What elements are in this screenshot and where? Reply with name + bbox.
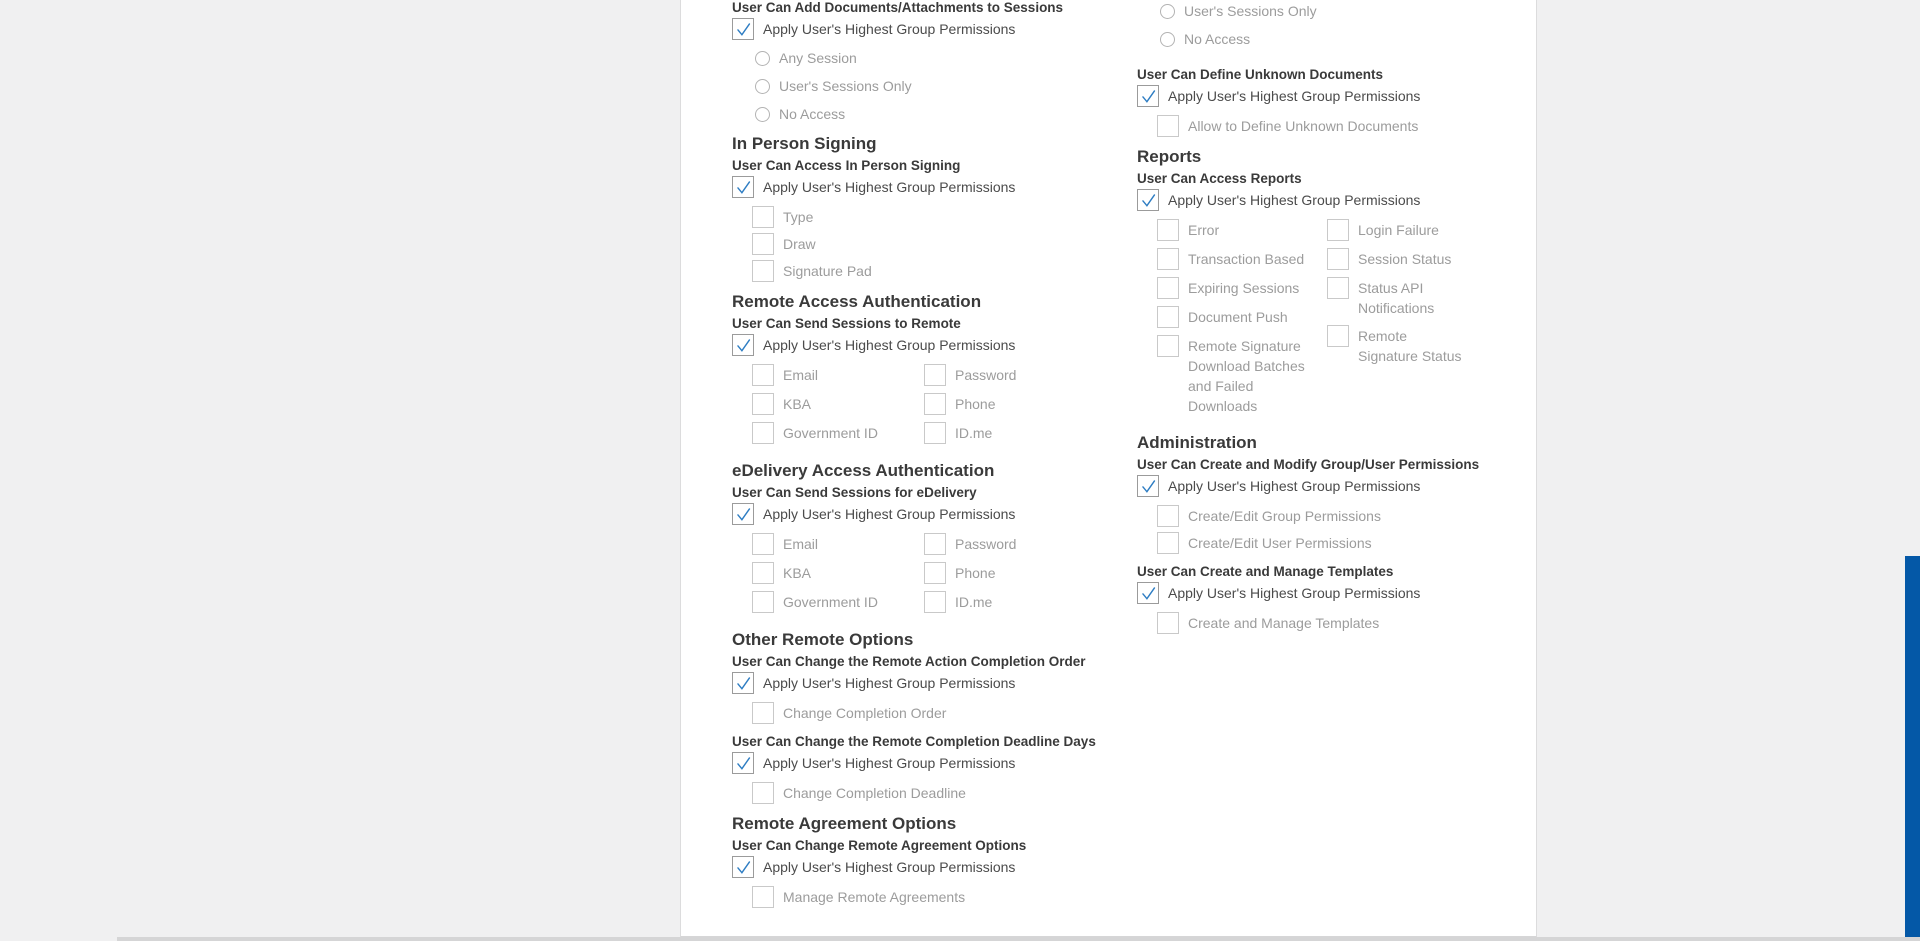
- option-grid-column: [924, 533, 1096, 620]
- option-phone-checkbox[interactable]: [924, 562, 946, 584]
- checkbox-option-list: [752, 782, 1114, 804]
- option-label: User's Sessions Only: [1184, 3, 1317, 19]
- option-row: [752, 104, 1114, 124]
- option-grid: [752, 364, 1114, 451]
- apply-label: Apply User's Highest Group Permissions: [763, 675, 1016, 691]
- apply-row: [732, 176, 1114, 198]
- option-grid-column: [924, 364, 1096, 451]
- option-create-edit-user-permissions-checkbox[interactable]: [1157, 532, 1179, 554]
- option-label: Email: [783, 367, 819, 383]
- option-label: Remote Signature Status: [1358, 328, 1462, 364]
- apply-label: Apply User's Highest Group Permissions: [763, 21, 1016, 37]
- apply-row: [1137, 85, 1529, 107]
- option-kba-checkbox[interactable]: [752, 562, 774, 584]
- option-row: [752, 533, 924, 555]
- section-title-remote-agreement-options: Remote Agreement Options: [732, 814, 957, 833]
- option-row: [752, 422, 924, 444]
- checkbox-option-list: [752, 886, 1114, 908]
- option-change-completion-deadline-checkbox[interactable]: [752, 782, 774, 804]
- option-remote-signature-download-batches-and-failed-downloads-checkbox[interactable]: [1157, 335, 1179, 357]
- option-label: Password: [955, 536, 1017, 552]
- option-row: [1327, 277, 1497, 318]
- option-label: Change Completion Order: [783, 705, 947, 721]
- option-user-s-sessions-only-radio[interactable]: [1160, 4, 1175, 19]
- permission-title: User Can Define Unknown Documents: [1137, 67, 1384, 82]
- checkbox-option-list: [752, 206, 1114, 282]
- check-icon: [1139, 87, 1158, 106]
- check-icon: [734, 20, 753, 39]
- option-any-session-radio[interactable]: [755, 51, 770, 66]
- option-email-checkbox[interactable]: [752, 533, 774, 555]
- option-row: [752, 393, 924, 415]
- option-row: [752, 364, 924, 386]
- option-group-continued: [1137, 1, 1529, 49]
- option-label: Change Completion Deadline: [783, 785, 966, 801]
- option-row: [752, 886, 1114, 908]
- section-title-edelivery-access-authentication: eDelivery Access Authentication: [732, 461, 995, 480]
- check-icon: [734, 754, 753, 773]
- check-icon: [734, 674, 753, 693]
- option-label: Draw: [783, 236, 816, 252]
- check-icon: [1139, 191, 1158, 210]
- check-icon: [734, 858, 753, 877]
- permission-title: User Can Send Sessions for eDelivery: [732, 485, 977, 500]
- option-row: [1327, 248, 1497, 270]
- option-label: Government ID: [783, 425, 878, 441]
- option-row: [752, 76, 1114, 96]
- option-label: Allow to Define Unknown Documents: [1188, 118, 1419, 134]
- option-expiring-sessions-checkbox[interactable]: [1157, 277, 1179, 299]
- apply-row: [732, 672, 1114, 694]
- apply-label: Apply User's Highest Group Permissions: [1168, 478, 1421, 494]
- option-row: [752, 206, 1114, 228]
- permission-group-user-can-create-and-manage-templates: [1137, 564, 1529, 634]
- option-row: [924, 533, 1096, 555]
- apply-label: Apply User's Highest Group Permissions: [763, 755, 1016, 771]
- option-label: ID.me: [955, 594, 993, 610]
- permissions-column-right: [1137, 1, 1529, 644]
- apply-row: [732, 334, 1114, 356]
- option-id-me-checkbox[interactable]: [924, 422, 946, 444]
- check-icon: [1139, 584, 1158, 603]
- option-label: Create/Edit User Permissions: [1188, 535, 1372, 551]
- option-label: Email: [783, 536, 819, 552]
- option-label: No Access: [1184, 31, 1251, 47]
- section-title-other-remote-options: Other Remote Options: [732, 630, 914, 649]
- checkbox-option-list: [1157, 115, 1529, 137]
- option-email-checkbox[interactable]: [752, 364, 774, 386]
- permission-title: User Can Create and Manage Templates: [1137, 564, 1394, 579]
- option-password-checkbox[interactable]: [924, 533, 946, 555]
- option-phone-checkbox[interactable]: [924, 393, 946, 415]
- permission-title: User Can Change Remote Agreement Options: [732, 838, 1027, 853]
- option-label: User's Sessions Only: [779, 78, 912, 94]
- option-row: [1157, 219, 1327, 241]
- right-edge-scrollbar[interactable]: [1905, 556, 1920, 941]
- option-row: [1157, 306, 1327, 328]
- option-label: Remote Signature Download Batches and Failed Downloads: [1188, 338, 1305, 414]
- permission-group-user-can-send-sessions-for-edelivery: [732, 485, 1114, 620]
- apply-row: [732, 503, 1114, 525]
- option-label: Manage Remote Agreements: [783, 889, 966, 905]
- permission-group-user-can-access-reports: [1137, 171, 1529, 423]
- option-row: [1327, 325, 1497, 366]
- permission-group-user-can-change-remote-agreement-options: [732, 838, 1114, 908]
- option-create-edit-group-permissions-checkbox[interactable]: [1157, 505, 1179, 527]
- permission-title: User Can Send Sessions to Remote: [732, 316, 961, 331]
- apply-row: [1137, 475, 1529, 497]
- option-password-checkbox[interactable]: [924, 364, 946, 386]
- permission-title: User Can Add Documents/Attachments to Sessions: [732, 0, 1064, 15]
- option-label: Expiring Sessions: [1188, 280, 1300, 296]
- option-label: Type: [783, 209, 814, 225]
- option-label: KBA: [783, 565, 812, 581]
- permission-title: User Can Change the Remote Completion Deadline Days: [732, 734, 1096, 749]
- check-icon: [1139, 477, 1158, 496]
- option-id-me-checkbox[interactable]: [924, 591, 946, 613]
- option-label: KBA: [783, 396, 812, 412]
- checkbox-option-list: [1157, 612, 1529, 634]
- option-grid: [1157, 219, 1529, 423]
- option-row: [1157, 115, 1529, 137]
- option-row: [1157, 1, 1529, 21]
- option-label: Create and Manage Templates: [1188, 615, 1380, 631]
- option-no-access-radio[interactable]: [1160, 32, 1175, 47]
- permission-group-user-can-change-the-remote-action-completion-order: [732, 654, 1114, 724]
- option-label: Session Status: [1358, 251, 1452, 267]
- option-row: [752, 260, 1114, 282]
- permission-group-user-can-create-and-modify-group-user-permissions: [1137, 457, 1529, 554]
- option-manage-remote-agreements-checkbox[interactable]: [752, 886, 774, 908]
- permission-title: User Can Create and Modify Group/User Permissions: [1137, 457, 1480, 472]
- option-change-completion-order-checkbox[interactable]: [752, 702, 774, 724]
- option-grid-column: [1327, 219, 1497, 423]
- apply-highest-group-checkbox[interactable]: [732, 18, 754, 40]
- apply-highest-group-checkbox[interactable]: [1137, 85, 1159, 107]
- option-login-failure-checkbox[interactable]: [1327, 219, 1349, 241]
- option-document-push-checkbox[interactable]: [1157, 306, 1179, 328]
- apply-row: [732, 752, 1114, 774]
- option-row: [924, 422, 1096, 444]
- option-label: Status API Notifications: [1358, 280, 1435, 316]
- option-row: [924, 364, 1096, 386]
- option-label: Any Session: [779, 50, 857, 66]
- option-error-checkbox[interactable]: [1157, 219, 1179, 241]
- check-icon: [734, 505, 753, 524]
- apply-row: [1137, 582, 1529, 604]
- apply-label: Apply User's Highest Group Permissions: [763, 859, 1016, 875]
- permission-title: User Can Change the Remote Action Completion Order: [732, 654, 1086, 669]
- option-government-id-checkbox[interactable]: [752, 422, 774, 444]
- permissions-column-left: [732, 0, 1114, 918]
- option-row: [752, 48, 1114, 68]
- option-label: Create/Edit Group Permissions: [1188, 508, 1381, 524]
- apply-row: [732, 856, 1114, 878]
- section-title-reports: Reports: [1137, 147, 1202, 166]
- option-row: [752, 562, 924, 584]
- option-label: Error: [1188, 222, 1220, 238]
- option-allow-to-define-unknown-documents-checkbox[interactable]: [1157, 115, 1179, 137]
- option-row: [752, 591, 924, 613]
- option-label: Login Failure: [1358, 222, 1439, 238]
- option-row: [1327, 219, 1497, 241]
- permission-group-user-can-define-unknown-documents: [1137, 67, 1529, 137]
- permission-group-user-can-access-in-person-signing: [732, 158, 1114, 282]
- apply-label: Apply User's Highest Group Permissions: [1168, 585, 1421, 601]
- option-grid: [752, 533, 1114, 620]
- option-row: [752, 702, 1114, 724]
- option-row: [924, 591, 1096, 613]
- option-row: [752, 233, 1114, 255]
- option-grid-column: [752, 533, 924, 620]
- option-type-checkbox[interactable]: [752, 206, 774, 228]
- option-label: Password: [955, 367, 1017, 383]
- option-label: Signature Pad: [783, 263, 872, 279]
- permission-group-user-can-send-sessions-to-remote: [732, 316, 1114, 451]
- apply-row: [732, 18, 1114, 40]
- permission-group-user-can-change-the-remote-completion-deadline-days: [732, 734, 1114, 804]
- option-status-api-notifications-checkbox[interactable]: [1327, 277, 1349, 299]
- option-grid-column: [1157, 219, 1327, 423]
- apply-highest-group-checkbox[interactable]: [732, 334, 754, 356]
- permission-title: User Can Access Reports: [1137, 171, 1302, 186]
- permission-group-user-can-add-documents-attachments-to-sessions: [732, 0, 1114, 124]
- apply-highest-group-checkbox[interactable]: [732, 856, 754, 878]
- option-remote-signature-status-checkbox[interactable]: [1327, 325, 1349, 347]
- option-grid-column: [752, 364, 924, 451]
- checkbox-option-list: [752, 702, 1114, 724]
- option-draw-checkbox[interactable]: [752, 233, 774, 255]
- option-no-access-radio[interactable]: [755, 107, 770, 122]
- apply-highest-group-checkbox[interactable]: [1137, 189, 1159, 211]
- bottom-edge-bar: [117, 937, 1920, 941]
- option-row: [924, 562, 1096, 584]
- option-label: No Access: [779, 106, 846, 122]
- apply-label: Apply User's Highest Group Permissions: [1168, 88, 1421, 104]
- apply-highest-group-checkbox[interactable]: [1137, 475, 1159, 497]
- radio-option-list: [1157, 1, 1529, 49]
- option-row: [1157, 277, 1327, 299]
- option-row: [1157, 335, 1327, 416]
- apply-highest-group-checkbox[interactable]: [1137, 582, 1159, 604]
- option-label: Phone: [955, 396, 996, 412]
- option-user-s-sessions-only-radio[interactable]: [755, 79, 770, 94]
- section-title-in-person-signing: In Person Signing: [732, 134, 877, 153]
- section-title-remote-access-authentication: Remote Access Authentication: [732, 292, 982, 311]
- apply-highest-group-checkbox[interactable]: [732, 503, 754, 525]
- option-kba-checkbox[interactable]: [752, 393, 774, 415]
- check-icon: [734, 336, 753, 355]
- section-title-administration: Administration: [1137, 433, 1257, 452]
- apply-label: Apply User's Highest Group Permissions: [1168, 192, 1421, 208]
- option-label: Document Push: [1188, 309, 1288, 325]
- apply-label: Apply User's Highest Group Permissions: [763, 506, 1016, 522]
- option-label: Phone: [955, 565, 996, 581]
- option-label: Government ID: [783, 594, 878, 610]
- option-row: [752, 782, 1114, 804]
- option-label: Transaction Based: [1188, 251, 1305, 267]
- option-label: ID.me: [955, 425, 993, 441]
- option-session-status-checkbox[interactable]: [1327, 248, 1349, 270]
- apply-highest-group-checkbox[interactable]: [732, 672, 754, 694]
- apply-row: [1137, 189, 1529, 211]
- option-row: [1157, 532, 1529, 554]
- permissions-panel: [680, 0, 1537, 937]
- option-transaction-based-checkbox[interactable]: [1157, 248, 1179, 270]
- option-create-and-manage-templates-checkbox[interactable]: [1157, 612, 1179, 634]
- apply-label: Apply User's Highest Group Permissions: [763, 337, 1016, 353]
- apply-label: Apply User's Highest Group Permissions: [763, 179, 1016, 195]
- check-icon: [734, 178, 753, 197]
- checkbox-option-list: [1157, 505, 1529, 554]
- option-signature-pad-checkbox[interactable]: [752, 260, 774, 282]
- apply-highest-group-checkbox[interactable]: [732, 176, 754, 198]
- option-government-id-checkbox[interactable]: [752, 591, 774, 613]
- option-row: [1157, 29, 1529, 49]
- radio-option-list: [752, 48, 1114, 124]
- permission-title: User Can Access In Person Signing: [732, 158, 961, 173]
- apply-highest-group-checkbox[interactable]: [732, 752, 754, 774]
- option-row: [1157, 505, 1529, 527]
- option-row: [1157, 248, 1327, 270]
- option-row: [924, 393, 1096, 415]
- option-row: [1157, 612, 1529, 634]
